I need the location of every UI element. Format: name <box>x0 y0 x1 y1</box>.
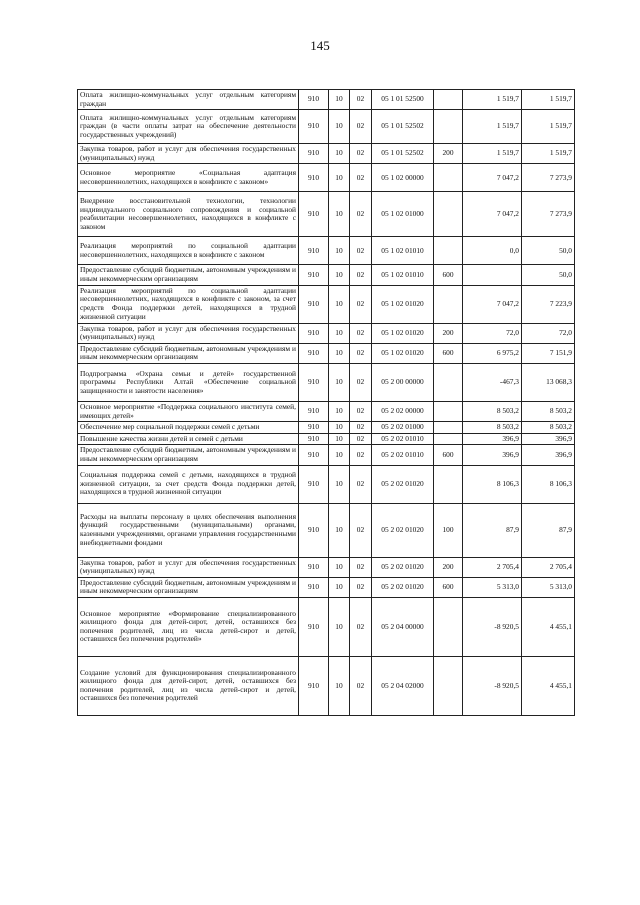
row-amount-1: 396,9 <box>463 433 522 445</box>
row-grbs-code: 910 <box>299 90 329 110</box>
table-row <box>78 110 575 144</box>
budget-table <box>77 89 575 716</box>
row-name: Создание условий для функционирования специализированного жилищного фонда для детей-сирот, детей, оставшихся без попечения родителей, лиц из числа детей-сирот и детей, оставшихся без попечения родителей <box>78 656 299 715</box>
row-section-code: 10 <box>329 164 350 192</box>
row-section-code: 10 <box>329 465 350 503</box>
row-amount-1: 6 975,2 <box>463 343 522 363</box>
row-amount-1: 1 519,7 <box>463 144 522 164</box>
row-target-article-code: 05 2 02 00000 <box>372 401 434 421</box>
row-subsection-code: 02 <box>350 343 372 363</box>
row-target-article-code: 05 1 02 00000 <box>372 164 434 192</box>
row-expense-type-code <box>434 597 463 656</box>
table-row <box>78 192 575 237</box>
row-amount-1: -8 920,5 <box>463 656 522 715</box>
row-amount-2: 7 151,9 <box>522 343 575 363</box>
row-amount-2: 4 455,1 <box>522 597 575 656</box>
row-expense-type-code <box>434 422 463 434</box>
row-expense-type-code <box>434 285 463 323</box>
row-expense-type-code <box>434 363 463 401</box>
row-section-code: 10 <box>329 192 350 237</box>
row-target-article-code: 05 2 02 01020 <box>372 465 434 503</box>
row-amount-2: 8 503,2 <box>522 422 575 434</box>
row-amount-1: 8 106,3 <box>463 465 522 503</box>
row-subsection-code: 02 <box>350 433 372 445</box>
row-subsection-code: 02 <box>350 90 372 110</box>
row-target-article-code: 05 2 04 02000 <box>372 656 434 715</box>
row-target-article-code: 05 1 02 01010 <box>372 265 434 285</box>
row-amount-2: 13 068,3 <box>522 363 575 401</box>
table-row <box>78 656 575 715</box>
row-subsection-code: 02 <box>350 285 372 323</box>
row-grbs-code: 910 <box>299 343 329 363</box>
row-grbs-code: 910 <box>299 144 329 164</box>
row-subsection-code: 02 <box>350 656 372 715</box>
row-section-code: 10 <box>329 110 350 144</box>
row-subsection-code: 02 <box>350 465 372 503</box>
row-amount-1: 2 705,4 <box>463 557 522 577</box>
row-grbs-code: 910 <box>299 285 329 323</box>
table-row <box>78 577 575 597</box>
row-target-article-code: 05 1 02 01020 <box>372 323 434 343</box>
row-amount-1: -8 920,5 <box>463 597 522 656</box>
table-row <box>78 164 575 192</box>
table-row <box>78 557 575 577</box>
row-target-article-code: 05 2 02 01010 <box>372 433 434 445</box>
row-subsection-code: 02 <box>350 401 372 421</box>
row-target-article-code: 05 2 02 01020 <box>372 577 434 597</box>
row-name: Обеспечение мер социальной поддержки семей с детьми <box>78 422 299 434</box>
table-row <box>78 343 575 363</box>
table-row <box>78 363 575 401</box>
row-subsection-code: 02 <box>350 110 372 144</box>
row-target-article-code: 05 2 02 01020 <box>372 503 434 557</box>
row-section-code: 10 <box>329 597 350 656</box>
row-grbs-code: 910 <box>299 265 329 285</box>
row-name: Основное мероприятие «Социальная адаптация несовершеннолетних, находящихся в конфликте с законом» <box>78 164 299 192</box>
row-subsection-code: 02 <box>350 445 372 465</box>
row-amount-1: 0,0 <box>463 237 522 265</box>
row-amount-2: 7 223,9 <box>522 285 575 323</box>
row-subsection-code: 02 <box>350 503 372 557</box>
row-name: Закупка товаров, работ и услуг для обеспечения государственных (муниципальных) нужд <box>78 557 299 577</box>
row-expense-type-code: 200 <box>434 557 463 577</box>
row-section-code: 10 <box>329 445 350 465</box>
row-amount-1: 7 047,2 <box>463 285 522 323</box>
table-body <box>78 90 575 716</box>
row-name: Основное мероприятие «Поддержка социального института семей, имеющих детей» <box>78 401 299 421</box>
row-target-article-code: 05 2 02 01000 <box>372 422 434 434</box>
row-section-code: 10 <box>329 363 350 401</box>
table-row <box>78 285 575 323</box>
row-expense-type-code <box>434 656 463 715</box>
row-amount-1: 87,9 <box>463 503 522 557</box>
row-subsection-code: 02 <box>350 144 372 164</box>
row-grbs-code: 910 <box>299 110 329 144</box>
row-amount-1: 396,9 <box>463 445 522 465</box>
row-name: Реализация мероприятий по социальной адаптации несовершеннолетних, находящихся в конфликте с законом <box>78 237 299 265</box>
row-grbs-code: 910 <box>299 597 329 656</box>
row-subsection-code: 02 <box>350 597 372 656</box>
row-grbs-code: 910 <box>299 577 329 597</box>
row-expense-type-code <box>434 465 463 503</box>
row-amount-1: 7 047,2 <box>463 192 522 237</box>
row-amount-1: -467,3 <box>463 363 522 401</box>
row-expense-type-code: 600 <box>434 343 463 363</box>
row-section-code: 10 <box>329 656 350 715</box>
row-expense-type-code <box>434 192 463 237</box>
row-expense-type-code <box>434 237 463 265</box>
row-grbs-code: 910 <box>299 237 329 265</box>
row-expense-type-code: 600 <box>434 265 463 285</box>
table-row <box>78 265 575 285</box>
row-amount-1: 8 503,2 <box>463 422 522 434</box>
row-grbs-code: 910 <box>299 656 329 715</box>
table-row <box>78 422 575 434</box>
table-row <box>78 401 575 421</box>
row-section-code: 10 <box>329 265 350 285</box>
row-amount-2: 8 503,2 <box>522 401 575 421</box>
row-amount-2: 50,0 <box>522 237 575 265</box>
row-amount-2: 1 519,7 <box>522 110 575 144</box>
row-subsection-code: 02 <box>350 265 372 285</box>
row-name: Подпрограмма «Охрана семьи и детей» государственной программы Республики Алтай «Обеспечение социальной защищенности и занятости населения» <box>78 363 299 401</box>
row-section-code: 10 <box>329 577 350 597</box>
row-name: Оплата жилищно-коммунальных услуг отдельным категориям граждан <box>78 90 299 110</box>
row-grbs-code: 910 <box>299 192 329 237</box>
row-target-article-code: 05 2 02 01010 <box>372 445 434 465</box>
table-row <box>78 597 575 656</box>
row-grbs-code: 910 <box>299 433 329 445</box>
row-grbs-code: 910 <box>299 445 329 465</box>
row-amount-2: 87,9 <box>522 503 575 557</box>
row-amount-2: 4 455,1 <box>522 656 575 715</box>
row-amount-1 <box>463 265 522 285</box>
row-amount-1: 72,0 <box>463 323 522 343</box>
row-target-article-code: 05 1 02 01020 <box>372 285 434 323</box>
row-expense-type-code <box>434 164 463 192</box>
row-amount-2: 1 519,7 <box>522 90 575 110</box>
row-expense-type-code: 600 <box>434 445 463 465</box>
row-amount-2: 1 519,7 <box>522 144 575 164</box>
row-name: Закупка товаров, работ и услуг для обеспечения государственных (муниципальных) нужд <box>78 144 299 164</box>
row-subsection-code: 02 <box>350 557 372 577</box>
row-amount-2: 8 106,3 <box>522 465 575 503</box>
row-name: Предоставление субсидий бюджетным, автономным учреждениям и иным некоммерческим организациям <box>78 265 299 285</box>
row-expense-type-code <box>434 90 463 110</box>
row-section-code: 10 <box>329 90 350 110</box>
row-amount-1: 8 503,2 <box>463 401 522 421</box>
table-row <box>78 503 575 557</box>
row-expense-type-code: 100 <box>434 503 463 557</box>
row-amount-2: 50,0 <box>522 265 575 285</box>
row-expense-type-code <box>434 433 463 445</box>
row-grbs-code: 910 <box>299 323 329 343</box>
row-grbs-code: 910 <box>299 557 329 577</box>
row-target-article-code: 05 2 00 00000 <box>372 363 434 401</box>
row-section-code: 10 <box>329 433 350 445</box>
row-subsection-code: 02 <box>350 192 372 237</box>
row-amount-2: 396,9 <box>522 433 575 445</box>
row-amount-1: 7 047,2 <box>463 164 522 192</box>
row-subsection-code: 02 <box>350 237 372 265</box>
row-name: Закупка товаров, работ и услуг для обеспечения государственных (муниципальных) нужд <box>78 323 299 343</box>
row-grbs-code: 910 <box>299 503 329 557</box>
row-subsection-code: 02 <box>350 363 372 401</box>
row-target-article-code: 05 2 04 00000 <box>372 597 434 656</box>
row-amount-2: 5 313,0 <box>522 577 575 597</box>
table-row <box>78 90 575 110</box>
row-grbs-code: 910 <box>299 401 329 421</box>
row-name: Реализация мероприятий по социальной адаптации несовершеннолетних, находящихся в конфликте с законом, за счет средств Фонда поддержки детей, находящихся в трудной жизненной ситуации <box>78 285 299 323</box>
table-row <box>78 445 575 465</box>
row-grbs-code: 910 <box>299 422 329 434</box>
row-section-code: 10 <box>329 144 350 164</box>
table-row <box>78 433 575 445</box>
row-amount-2: 7 273,9 <box>522 192 575 237</box>
row-expense-type-code <box>434 110 463 144</box>
row-subsection-code: 02 <box>350 323 372 343</box>
row-expense-type-code: 200 <box>434 144 463 164</box>
row-amount-2: 396,9 <box>522 445 575 465</box>
row-name: Повышение качества жизни детей и семей с детьми <box>78 433 299 445</box>
row-target-article-code: 05 2 02 01020 <box>372 557 434 577</box>
row-amount-1: 5 313,0 <box>463 577 522 597</box>
row-section-code: 10 <box>329 285 350 323</box>
row-target-article-code: 05 1 02 01000 <box>372 192 434 237</box>
table-row <box>78 323 575 343</box>
row-section-code: 10 <box>329 401 350 421</box>
row-name: Предоставление субсидий бюджетным, автономным учреждениям и иным некоммерческим организациям <box>78 445 299 465</box>
row-target-article-code: 05 1 02 01010 <box>372 237 434 265</box>
row-subsection-code: 02 <box>350 422 372 434</box>
row-target-article-code: 05 1 01 52502 <box>372 144 434 164</box>
row-name: Основное мероприятие «Формирование специализированного жилищного фонда для детей-сирот, детей, оставшихся без попечения родителей, лиц из числа детей-сирот и детей, оставшихся без попечения родителей» <box>78 597 299 656</box>
row-section-code: 10 <box>329 343 350 363</box>
row-expense-type-code: 600 <box>434 577 463 597</box>
row-name: Внедрение восстановительной технологии, технологии индивидуального социального сопровождения и социальной реабилитации несовершеннолетних, находящихся в конфликте с законом <box>78 192 299 237</box>
row-name: Оплата жилищно-коммунальных услуг отдельным категориям граждан (в части оплаты затрат на обеспечение деятельности государственных учреждений) <box>78 110 299 144</box>
table-row <box>78 144 575 164</box>
row-name: Предоставление субсидий бюджетным, автономным учреждениям и иным некоммерческим организациям <box>78 577 299 597</box>
row-expense-type-code: 200 <box>434 323 463 343</box>
row-name: Социальная поддержка семей с детьми, находящихся в трудной жизненной ситуации, за счет средств Фонда поддержки детей, находящихся в трудной жизненной ситуации <box>78 465 299 503</box>
row-section-code: 10 <box>329 237 350 265</box>
table-row <box>78 237 575 265</box>
row-subsection-code: 02 <box>350 164 372 192</box>
row-expense-type-code <box>434 401 463 421</box>
row-grbs-code: 910 <box>299 164 329 192</box>
row-target-article-code: 05 1 01 52500 <box>372 90 434 110</box>
row-amount-2: 2 705,4 <box>522 557 575 577</box>
row-subsection-code: 02 <box>350 577 372 597</box>
row-target-article-code: 05 1 02 01020 <box>372 343 434 363</box>
row-amount-2: 7 273,9 <box>522 164 575 192</box>
page-number: 145 <box>310 38 330 53</box>
row-section-code: 10 <box>329 323 350 343</box>
row-amount-2: 72,0 <box>522 323 575 343</box>
row-name: Предоставление субсидий бюджетным, автономным учреждениям и иным некоммерческим организациям <box>78 343 299 363</box>
row-section-code: 10 <box>329 503 350 557</box>
row-grbs-code: 910 <box>299 363 329 401</box>
row-name: Расходы на выплаты персоналу в целях обеспечения выполнения функций государственными (муниципальными) органами, казенными учреждениями, органами управления государственными внебюджетными фондами <box>78 503 299 557</box>
table-row <box>78 465 575 503</box>
row-target-article-code: 05 1 01 52502 <box>372 110 434 144</box>
row-section-code: 10 <box>329 422 350 434</box>
row-amount-1: 1 519,7 <box>463 110 522 144</box>
row-grbs-code: 910 <box>299 465 329 503</box>
row-amount-1: 1 519,7 <box>463 90 522 110</box>
row-section-code: 10 <box>329 557 350 577</box>
